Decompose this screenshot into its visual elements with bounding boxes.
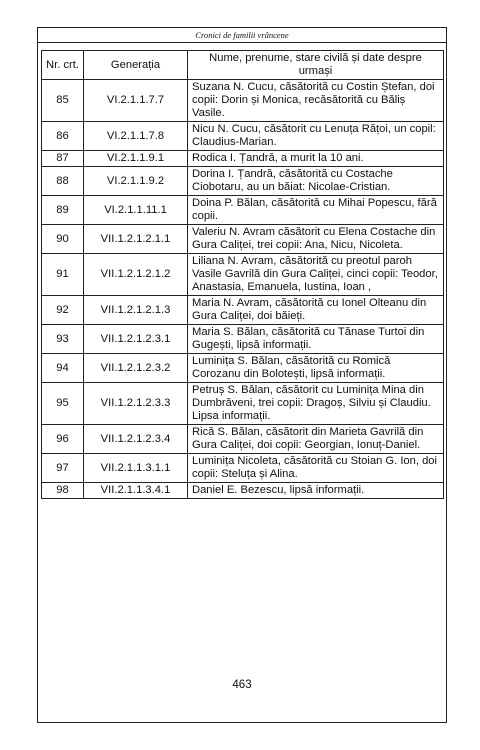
description-cell: Valeriu N. Avram căsătorit cu Elena Costache din Gura Caliței, trei copii: Ana, Nicu, Nicoleta. bbox=[188, 225, 444, 254]
row-number-cell: 89 bbox=[42, 196, 84, 225]
table-row bbox=[42, 325, 444, 354]
table-row bbox=[42, 80, 444, 122]
row-number-cell: 91 bbox=[42, 254, 84, 296]
generation-cell: VI.2.1.1.9.1 bbox=[84, 151, 188, 167]
generation-cell: VII.1.2.1.2.1.1 bbox=[84, 225, 188, 254]
description-cell: Luminița Nicoleta, căsătorită cu Stoian G. Ion, doi copii: Steluța și Alina. bbox=[188, 454, 444, 483]
table-row bbox=[42, 425, 444, 454]
description-cell: Maria S. Bălan, căsătorită cu Tănase Turtoi din Gugești, lipsă informații. bbox=[188, 325, 444, 354]
row-number-cell: 88 bbox=[42, 167, 84, 196]
table-row bbox=[42, 151, 444, 167]
generation-cell: VII.1.2.1.2.1.3 bbox=[84, 296, 188, 325]
generation-cell: VII.1.2.1.2.3.4 bbox=[84, 425, 188, 454]
table-row bbox=[42, 483, 444, 499]
row-number-cell: 93 bbox=[42, 325, 84, 354]
genealogy-table bbox=[41, 50, 444, 499]
description-cell: Dorina I. Țandră, căsătorită cu Costache Ciobotaru, au un băiat: Nicolae-Cristian. bbox=[188, 167, 444, 196]
table-row bbox=[42, 167, 444, 196]
generation-cell: VII.1.2.1.2.3.2 bbox=[84, 354, 188, 383]
page-frame bbox=[37, 27, 447, 723]
description-cell: Doina P. Bălan, căsătorită cu Mihai Popescu, fără copii. bbox=[188, 196, 444, 225]
column-header-description: Nume, prenume, stare civilă și date despre urmași bbox=[188, 51, 444, 80]
table-header-row bbox=[42, 51, 444, 80]
description-cell: Rică S. Bălan, căsătorit din Marieta Gavrilă din Gura Caliței, doi copii: Georgian, Ionuț-Daniel. bbox=[188, 425, 444, 454]
table-row bbox=[42, 196, 444, 225]
row-number-cell: 92 bbox=[42, 296, 84, 325]
table-row bbox=[42, 354, 444, 383]
generation-cell: VI.2.1.1.9.2 bbox=[84, 167, 188, 196]
generation-cell: VII.1.2.1.2.3.3 bbox=[84, 383, 188, 425]
table-row bbox=[42, 122, 444, 151]
row-number-cell: 90 bbox=[42, 225, 84, 254]
table-row bbox=[42, 225, 444, 254]
description-cell: Luminița S. Bălan, căsătorită cu Romică Corozanu din Bolotești, lipsă informații. bbox=[188, 354, 444, 383]
generation-cell: VI.2.1.1.7.8 bbox=[84, 122, 188, 151]
row-number-cell: 96 bbox=[42, 425, 84, 454]
generation-cell: VII.1.2.1.2.1.2 bbox=[84, 254, 188, 296]
generation-cell: VII.2.1.1.3.4.1 bbox=[84, 483, 188, 499]
description-cell: Petruș S. Bălan, căsătorit cu Luminița Mina din Dumbrăveni, trei copii: Dragoș, Silviu și Claudiu. Lipsa informații. bbox=[188, 383, 444, 425]
page-number: 463 bbox=[232, 679, 252, 691]
description-cell: Maria N. Avram, căsătorită cu Ionel Olteanu din Gura Caliței, doi băieți. bbox=[188, 296, 444, 325]
description-cell: Suzana N. Cucu, căsătorită cu Costin Ștefan, doi copii: Dorin și Monica, recăsătorită cu Băliș Vasile. bbox=[188, 80, 444, 122]
description-cell: Daniel E. Bezescu, lipsă informații. bbox=[188, 483, 444, 499]
table-row bbox=[42, 454, 444, 483]
description-cell: Liliana N. Avram, căsătorită cu preotul paroh Vasile Gavrilă din Gura Caliței, cinci copii: Teodor, Anastasia, Emanuela, Iustina, Ioan , bbox=[188, 254, 444, 296]
row-number-cell: 87 bbox=[42, 151, 84, 167]
row-number-cell: 94 bbox=[42, 354, 84, 383]
description-cell: Nicu N. Cucu, căsătorit cu Lenuța Rățoi, un copil: Claudius-Marian. bbox=[188, 122, 444, 151]
running-header: Cronici de familii vrâncene bbox=[38, 28, 446, 43]
row-number-cell: 97 bbox=[42, 454, 84, 483]
row-number-cell: 98 bbox=[42, 483, 84, 499]
column-header-generation: Generația bbox=[84, 51, 188, 80]
generation-cell: VII.1.2.1.2.3.1 bbox=[84, 325, 188, 354]
row-number-cell: 95 bbox=[42, 383, 84, 425]
generation-cell: VI.2.1.1.11.1 bbox=[84, 196, 188, 225]
description-cell: Rodica I. Țandră, a murit la 10 ani. bbox=[188, 151, 444, 167]
table-row bbox=[42, 383, 444, 425]
generation-cell: VII.2.1.1.3.1.1 bbox=[84, 454, 188, 483]
row-number-cell: 86 bbox=[42, 122, 84, 151]
row-number-cell: 85 bbox=[42, 80, 84, 122]
table-row bbox=[42, 296, 444, 325]
generation-cell: VI.2.1.1.7.7 bbox=[84, 80, 188, 122]
column-header-nr: Nr. crt. bbox=[42, 51, 84, 80]
table-row bbox=[42, 254, 444, 296]
